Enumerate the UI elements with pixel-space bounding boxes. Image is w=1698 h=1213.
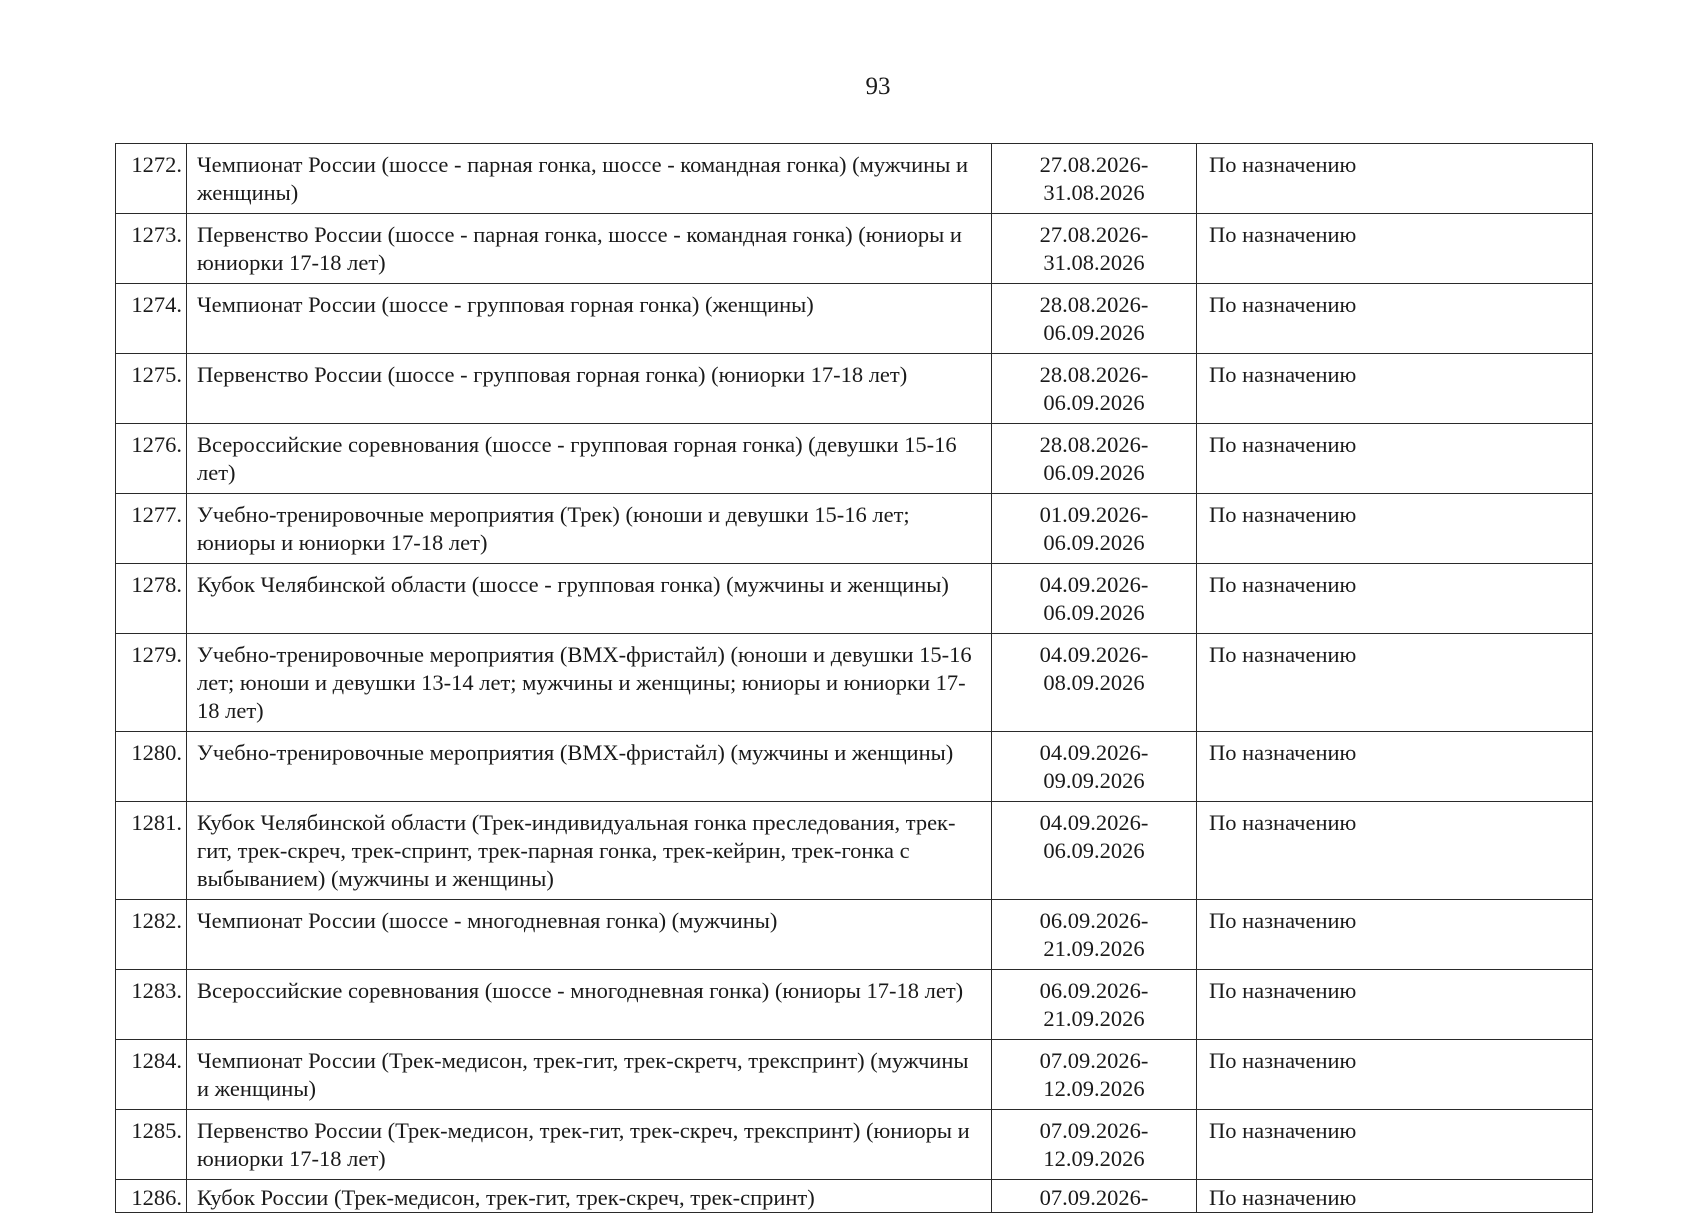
event-dates	[992, 900, 1197, 970]
row-number: 1274.	[116, 284, 187, 354]
date-from: 04.09.2026-	[1039, 810, 1149, 835]
event-dates	[992, 564, 1197, 634]
event-name: Учебно-тренировочные мероприятия (BMX-фристайл) (юноши и девушки 15-16 лет; юноши и девушки 13-14 лет; мужчины и женщины; юниоры и юниорки 17-18 лет)	[187, 634, 992, 732]
event-name: Чемпионат России (Трек-медисон, трек-гит, трек-скретч, трекспринт) (мужчины и женщины)	[187, 1040, 992, 1110]
event-name: Учебно-тренировочные мероприятия (BMX-фристайл) (мужчины и женщины)	[187, 732, 992, 802]
date-from: 28.08.2026-	[1039, 362, 1149, 387]
row-number: 1273.	[116, 214, 187, 284]
event-name: Чемпионат России (шоссе - групповая горная гонка) (женщины)	[187, 284, 992, 354]
table-row	[116, 732, 1593, 802]
event-dates	[992, 354, 1197, 424]
date-from: 27.08.2026-	[1039, 222, 1149, 247]
date-from: 06.09.2026-	[1039, 978, 1149, 1003]
event-dates	[992, 634, 1197, 732]
date-to: 06.09.2026	[1043, 390, 1145, 415]
date-to: 21.09.2026	[1043, 1006, 1145, 1031]
event-place: По назначению	[1197, 1180, 1593, 1213]
date-to: 12.09.2026	[1043, 1076, 1145, 1101]
table-row	[116, 634, 1593, 732]
event-name: Учебно-тренировочные мероприятия (Трек) (юноши и девушки 15-16 лет; юниоры и юниорки 17-18 лет)	[187, 494, 992, 564]
date-to: 06.09.2026	[1043, 530, 1145, 555]
event-place: По назначению	[1197, 284, 1593, 354]
event-dates	[992, 970, 1197, 1040]
date-to: 09.09.2026	[1043, 768, 1145, 793]
event-name: Кубок Челябинской области (шоссе - групповая гонка) (мужчины и женщины)	[187, 564, 992, 634]
event-place: По назначению	[1197, 1040, 1593, 1110]
event-place: По назначению	[1197, 802, 1593, 900]
event-dates	[992, 144, 1197, 214]
event-place: По назначению	[1197, 732, 1593, 802]
event-place: По назначению	[1197, 634, 1593, 732]
event-name: Первенство России (Трек-медисон, трек-гит, трек-скреч, трекспринт) (юниоры и юниорки 17-18 лет)	[187, 1110, 992, 1180]
table-row	[116, 802, 1593, 900]
event-dates	[992, 214, 1197, 284]
page-number: 93	[865, 73, 891, 100]
event-name: Всероссийские соревнования (шоссе - многодневная гонка) (юниоры 17-18 лет)	[187, 970, 992, 1040]
event-dates	[992, 1040, 1197, 1110]
row-number: 1272.	[116, 144, 187, 214]
row-number: 1286.	[116, 1180, 187, 1213]
event-name: Чемпионат России (шоссе - многодневная гонка) (мужчины)	[187, 900, 992, 970]
event-dates	[992, 732, 1197, 802]
event-dates	[992, 1110, 1197, 1180]
date-to: 06.09.2026	[1043, 600, 1145, 625]
table-row	[116, 970, 1593, 1040]
event-dates	[992, 802, 1197, 900]
date-from: 27.08.2026-	[1039, 152, 1149, 177]
event-place: По назначению	[1197, 494, 1593, 564]
date-from: 28.08.2026-	[1039, 432, 1149, 457]
event-dates	[992, 494, 1197, 564]
event-dates	[992, 1180, 1197, 1213]
event-place: По назначению	[1197, 900, 1593, 970]
row-number: 1285.	[116, 1110, 187, 1180]
row-number: 1275.	[116, 354, 187, 424]
event-place: По назначению	[1197, 144, 1593, 214]
table-row	[116, 900, 1593, 970]
event-place: По назначению	[1197, 424, 1593, 494]
table-row	[116, 494, 1593, 564]
date-from: 28.08.2026-	[1039, 292, 1149, 317]
event-name: Кубок Челябинской области (Трек-индивидуальная гонка преследования, трек-гит, трек-скреч, трек-спринт, трек-парная гонка, трек-кейрин, трек-гонка с выбыванием) (мужчины и женщины)	[187, 802, 992, 900]
event-name: Первенство России (шоссе - групповая горная гонка) (юниорки 17-18 лет)	[187, 354, 992, 424]
date-from: 04.09.2026-	[1039, 740, 1149, 765]
table-row	[116, 564, 1593, 634]
table-row	[116, 1110, 1593, 1180]
row-number: 1282.	[116, 900, 187, 970]
table-row	[116, 424, 1593, 494]
events-table-body	[116, 144, 1593, 1213]
event-place: По назначению	[1197, 970, 1593, 1040]
events-table	[115, 143, 1593, 1213]
date-to: 06.09.2026	[1043, 320, 1145, 345]
row-number: 1278.	[116, 564, 187, 634]
date-from: 07.09.2026-	[1039, 1118, 1149, 1143]
event-place: По назначению	[1197, 354, 1593, 424]
event-dates	[992, 284, 1197, 354]
table-row	[116, 1180, 1593, 1213]
row-number: 1283.	[116, 970, 187, 1040]
row-number: 1279.	[116, 634, 187, 732]
date-to: 31.08.2026	[1043, 180, 1145, 205]
date-from: 07.09.2026-	[1039, 1048, 1149, 1073]
event-name: Кубок России (Трек-медисон, трек-гит, трек-скреч, трек-спринт)	[187, 1180, 992, 1213]
date-to: 06.09.2026	[1043, 460, 1145, 485]
date-from: 04.09.2026-	[1039, 642, 1149, 667]
table-row	[116, 214, 1593, 284]
event-name: Всероссийские соревнования (шоссе - групповая горная гонка) (девушки 15-16 лет)	[187, 424, 992, 494]
date-from: 01.09.2026-	[1039, 502, 1149, 527]
event-name: Чемпионат России (шоссе - парная гонка, шоссе - командная гонка) (мужчины и женщины)	[187, 144, 992, 214]
row-number: 1280.	[116, 732, 187, 802]
row-number: 1277.	[116, 494, 187, 564]
event-name: Первенство России (шоссе - парная гонка, шоссе - командная гонка) (юниоры и юниорки 17-18 лет)	[187, 214, 992, 284]
date-to: 12.09.2026	[1043, 1146, 1145, 1171]
table-row	[116, 354, 1593, 424]
row-number: 1284.	[116, 1040, 187, 1110]
date-from: 06.09.2026-	[1039, 908, 1149, 933]
row-number: 1281.	[116, 802, 187, 900]
table-row	[116, 1040, 1593, 1110]
date-from: 07.09.2026-	[1039, 1185, 1149, 1210]
date-to: 06.09.2026	[1043, 838, 1145, 863]
event-place: По назначению	[1197, 1110, 1593, 1180]
event-place: По назначению	[1197, 214, 1593, 284]
event-place: По назначению	[1197, 564, 1593, 634]
date-from: 04.09.2026-	[1039, 572, 1149, 597]
row-number: 1276.	[116, 424, 187, 494]
table-row	[116, 144, 1593, 214]
table-row	[116, 284, 1593, 354]
date-to: 08.09.2026	[1043, 670, 1145, 695]
date-to: 31.08.2026	[1043, 250, 1145, 275]
event-dates	[992, 424, 1197, 494]
date-to: 21.09.2026	[1043, 936, 1145, 961]
